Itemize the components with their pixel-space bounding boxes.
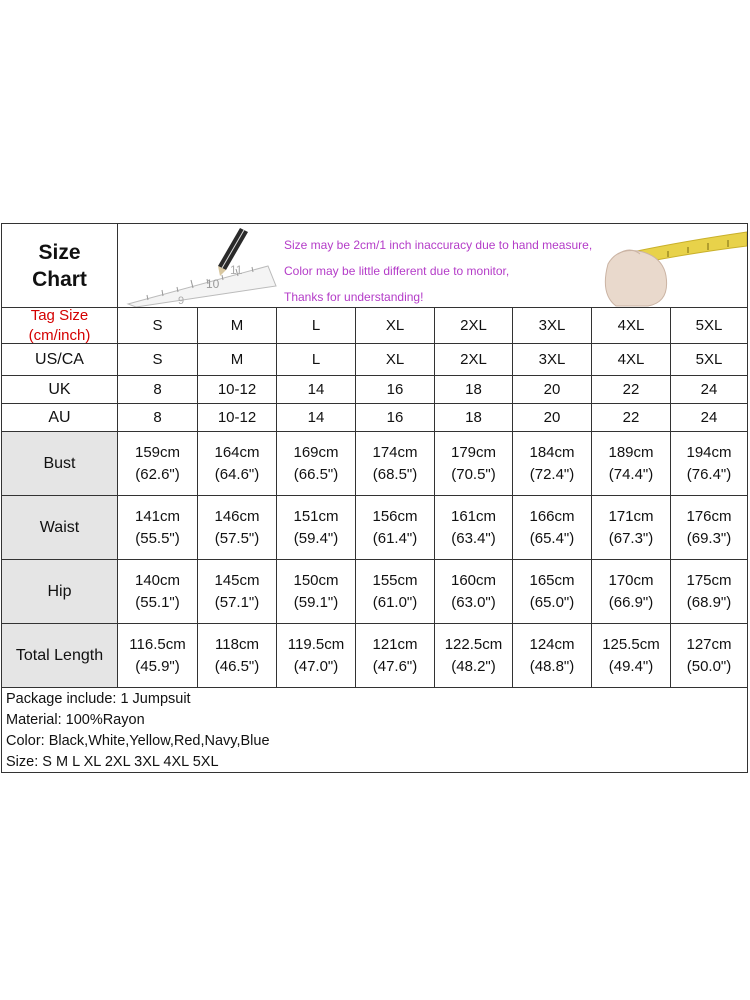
conversion-cell: 24	[671, 404, 747, 432]
measurement-cell	[435, 624, 513, 688]
measure-cm: 184cm	[529, 443, 575, 461]
measure-cm: 141cm	[134, 507, 181, 525]
measure-cm: 194cm	[686, 443, 732, 461]
size-header-cell: 5XL	[671, 308, 747, 344]
measure-inch: (76.4")	[686, 465, 732, 483]
measurement-cell	[118, 624, 198, 688]
tag-size-label	[2, 308, 118, 344]
row-label-total-length: Total Length	[2, 624, 118, 688]
measure-cm: 159cm	[134, 443, 181, 461]
measure-cm: 127cm	[686, 635, 732, 653]
measure-inch: (68.9")	[686, 593, 732, 611]
note-line: Thanks for understanding!	[284, 290, 424, 304]
measure-cm: 176cm	[686, 507, 732, 525]
conversion-cell: 16	[356, 376, 435, 404]
size-chart-title	[2, 224, 118, 308]
measure-inch: (48.2")	[451, 657, 496, 675]
row-label-waist: Waist	[2, 496, 118, 560]
size-header-cell: S	[118, 308, 198, 344]
measure-inch: (67.3")	[608, 529, 654, 547]
measure-cm: 166cm	[529, 507, 575, 525]
conversion-cell: 5XL	[671, 344, 747, 376]
measure-cm: 189cm	[608, 443, 654, 461]
measurement-cell	[435, 560, 513, 624]
conversion-cell: 16	[356, 404, 435, 432]
conversion-cell: 10-12	[198, 376, 277, 404]
measurement-cell	[277, 560, 356, 624]
conversion-cell: 14	[277, 404, 356, 432]
measurement-cell	[671, 560, 747, 624]
measurement-cell	[277, 624, 356, 688]
measurement-cell	[435, 496, 513, 560]
svg-text:10: 10	[206, 277, 220, 291]
row-label-au: AU	[2, 404, 118, 432]
info-line: Color: Black,White,Yellow,Red,Navy,Blue	[6, 733, 270, 749]
measurement-cell	[671, 432, 747, 496]
conversion-cell: 10-12	[198, 404, 277, 432]
measurement-cell	[356, 560, 435, 624]
product-info	[2, 688, 747, 772]
measurement-cell	[592, 496, 671, 560]
measurement-cell	[671, 496, 747, 560]
conversion-cell: 3XL	[513, 344, 592, 376]
conversion-cell: 2XL	[435, 344, 513, 376]
tape-measure-hand-icon	[605, 232, 747, 306]
conversion-cell: 24	[671, 376, 747, 404]
measure-inch: (57.5")	[214, 529, 260, 547]
measurement-cell	[277, 432, 356, 496]
measure-inch: (72.4")	[529, 465, 575, 483]
measure-cm: 124cm	[529, 635, 575, 653]
measurement-cell	[513, 560, 592, 624]
measure-cm: 164cm	[214, 443, 260, 461]
measurement-cell	[198, 560, 277, 624]
conversion-cell: 22	[592, 404, 671, 432]
measurement-cell	[592, 432, 671, 496]
measure-cm: 119.5cm	[287, 635, 345, 653]
info-line: Package include: 1 Jumpsuit	[6, 691, 191, 707]
note-line: Size may be 2cm/1 inch inaccuracy due to hand measure,	[284, 238, 593, 252]
measure-cm: 169cm	[293, 443, 339, 461]
size-header-cell: 3XL	[513, 308, 592, 344]
measurement-cell	[356, 496, 435, 560]
measure-cm: 122.5cm	[444, 635, 503, 653]
info-line: Material: 100%Rayon	[6, 712, 145, 728]
measure-inch: (68.5")	[372, 465, 418, 483]
measurement-cell	[513, 432, 592, 496]
row-label-hip: Hip	[2, 560, 118, 624]
conversion-cell: 8	[118, 404, 198, 432]
measure-cm: 125.5cm	[602, 635, 660, 653]
info-line: Size: S M L XL 2XL 3XL 4XL 5XL	[6, 754, 219, 770]
measurement-cell	[118, 560, 198, 624]
svg-text:11: 11	[230, 263, 243, 277]
measure-cm: 174cm	[372, 443, 418, 461]
measure-cm: 171cm	[608, 507, 654, 525]
svg-text:9: 9	[178, 295, 185, 307]
measure-inch: (61.0")	[372, 593, 418, 611]
measure-cm: 156cm	[372, 507, 418, 525]
measurement-cell	[356, 432, 435, 496]
row-label-bust: Bust	[2, 432, 118, 496]
measure-inch: (65.0")	[529, 593, 575, 611]
measure-cm: 160cm	[450, 571, 497, 589]
measurement-cell	[198, 432, 277, 496]
size-header-cell: M	[198, 308, 277, 344]
info-banner	[118, 224, 747, 308]
conversion-cell: 14	[277, 376, 356, 404]
conversion-cell: 8	[118, 376, 198, 404]
measure-cm: 161cm	[450, 507, 497, 525]
size-chart-table	[1, 223, 748, 773]
tag-label-line: Tag Size	[30, 306, 89, 324]
measure-inch: (59.1")	[293, 593, 339, 611]
size-header-cell: L	[277, 308, 356, 344]
conversion-cell: 18	[435, 376, 513, 404]
measure-inch: (61.4")	[372, 529, 418, 547]
measure-inch: (50.0")	[686, 657, 732, 675]
measure-cm: 146cm	[214, 507, 260, 525]
measure-inch: (63.0")	[451, 593, 496, 611]
measure-inch: (62.6")	[135, 465, 180, 483]
measure-cm: 151cm	[293, 507, 339, 525]
measure-inch: (45.9")	[135, 657, 180, 675]
measurement-cell	[592, 560, 671, 624]
measurement-cell	[592, 624, 671, 688]
measurement-cell	[118, 432, 198, 496]
size-header-cell: 2XL	[435, 308, 513, 344]
measure-inch: (69.3")	[686, 529, 732, 547]
measurement-cell	[513, 496, 592, 560]
measurement-cell	[356, 624, 435, 688]
measurement-cell	[198, 496, 277, 560]
title-line: Size	[38, 240, 81, 264]
measure-inch: (63.4")	[451, 529, 496, 547]
measure-inch: (55.5")	[135, 529, 180, 547]
measurement-cell	[671, 624, 747, 688]
measure-inch: (47.0")	[293, 657, 339, 675]
measure-inch: (48.8")	[529, 657, 575, 675]
row-label-uk: UK	[2, 376, 118, 404]
conversion-cell: 22	[592, 376, 671, 404]
measure-inch: (59.4")	[293, 529, 339, 547]
measure-inch: (64.6")	[214, 465, 260, 483]
measure-inch: (65.4")	[529, 529, 575, 547]
title-line: Chart	[32, 267, 87, 291]
measure-cm: 175cm	[686, 571, 732, 589]
note-line: Color may be little different due to monitor,	[284, 264, 510, 278]
conversion-cell: S	[118, 344, 198, 376]
measure-inch: (57.1")	[214, 593, 260, 611]
conversion-cell: 20	[513, 404, 592, 432]
measure-inch: (49.4")	[608, 657, 654, 675]
conversion-cell: 20	[513, 376, 592, 404]
measure-inch: (70.5")	[451, 465, 496, 483]
measurement-cell	[198, 624, 277, 688]
measurement-cell	[118, 496, 198, 560]
size-header-cell: XL	[356, 308, 435, 344]
measure-inch: (46.5")	[214, 657, 260, 675]
size-header-cell: 4XL	[592, 308, 671, 344]
measure-inch: (66.9")	[608, 593, 654, 611]
measure-cm: 116.5cm	[129, 635, 186, 653]
measure-inch: (47.6")	[372, 657, 418, 675]
row-label-us-ca: US/CA	[2, 344, 118, 376]
conversion-cell: 4XL	[592, 344, 671, 376]
measurement-cell	[277, 496, 356, 560]
measure-cm: 145cm	[214, 571, 260, 589]
measurement-cell	[513, 624, 592, 688]
measure-cm: 121cm	[372, 635, 418, 653]
measurement-cell	[435, 432, 513, 496]
conversion-cell: L	[277, 344, 356, 376]
notes-text	[284, 232, 592, 308]
measure-cm: 179cm	[450, 443, 497, 461]
ruler-pencil-icon	[128, 228, 276, 307]
conversion-cell: 18	[435, 404, 513, 432]
measure-inch: (55.1")	[135, 593, 180, 611]
measure-cm: 155cm	[372, 571, 418, 589]
measure-cm: 150cm	[293, 571, 339, 589]
conversion-cell: M	[198, 344, 277, 376]
measure-cm: 170cm	[608, 571, 654, 589]
tag-label-line: (cm/inch)	[28, 326, 91, 344]
measure-cm: 118cm	[215, 635, 259, 653]
measure-cm: 140cm	[134, 571, 181, 589]
measure-inch: (74.4")	[608, 465, 654, 483]
measure-cm: 165cm	[529, 571, 575, 589]
measure-inch: (66.5")	[293, 465, 339, 483]
conversion-cell: XL	[356, 344, 435, 376]
